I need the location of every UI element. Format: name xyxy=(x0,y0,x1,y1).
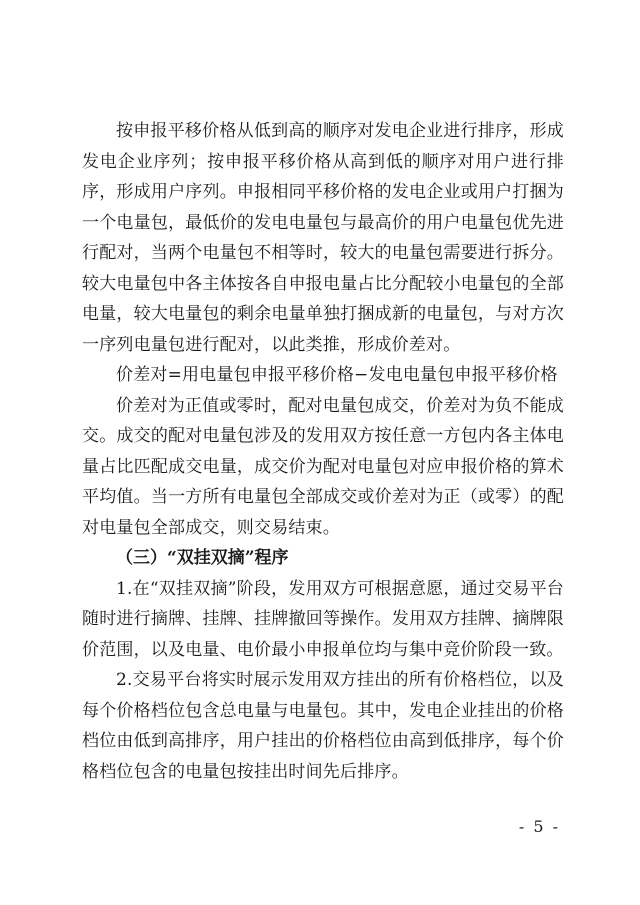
paragraph-transaction-rules: 价差对为正值或零时，配对电量包成交，价差对为负不能成交。成交的配对电量包涉及的发用双方按任意一方包内各主体电量占比匹配成交电量，成交价为配对电量包对应申报价格的算术平均值。当一方所有电量包全部成交或价差对为正（或零）的配对电量包全部成交，则交易结束。 xyxy=(82,395,564,538)
document-body xyxy=(82,116,564,787)
paragraph-sorting-rules: 按申报平移价格从低到高的顺序对发电企业进行排序，形成发电企业序列；按申报平移价格从高到低的顺序对用户进行排序，形成用户序列。申报相同平移价格的发电企业或用户打捆为一个电量包，最低价的发电电量包与最高价的用户电量包优先进行配对，当两个电量包不相等时，较大的电量包需要进行拆分。较大电量包中各主体按各自申报电量占比分配较小电量包的全部电量，较大电量包的剩余电量单独打捆成新的电量包，与对方次一序列电量包进行配对，以此类推，形成价差对。 xyxy=(82,121,564,355)
list-item-2: 2.交易平台将实时展示发用双方挂出的所有价格档位，以及每个价格档位包含总电量与电量包。其中，发电企业挂出的价格档位由低到高排序，用户挂出的价格档位由高到低排序，每个价格档位包含的电量包按挂出时间先后排序。 xyxy=(82,670,564,782)
paragraph-price-spread-formula: 价差对=用电量包申报平移价格−发电电量包申报平移价格 xyxy=(116,365,558,385)
page-number: - 5 - xyxy=(518,817,560,836)
section-heading: （三）“双挂双摘”程序 xyxy=(116,548,289,568)
list-item-1: 1.在“双挂双摘”阶段，发用双方可根据意愿，通过交易平台随时进行摘牌、挂牌、挂牌撤回等操作。发用双方挂牌、摘牌限价范围，以及电量、电价最小申报单位均与集中竞价阶段一致。 xyxy=(82,578,564,660)
